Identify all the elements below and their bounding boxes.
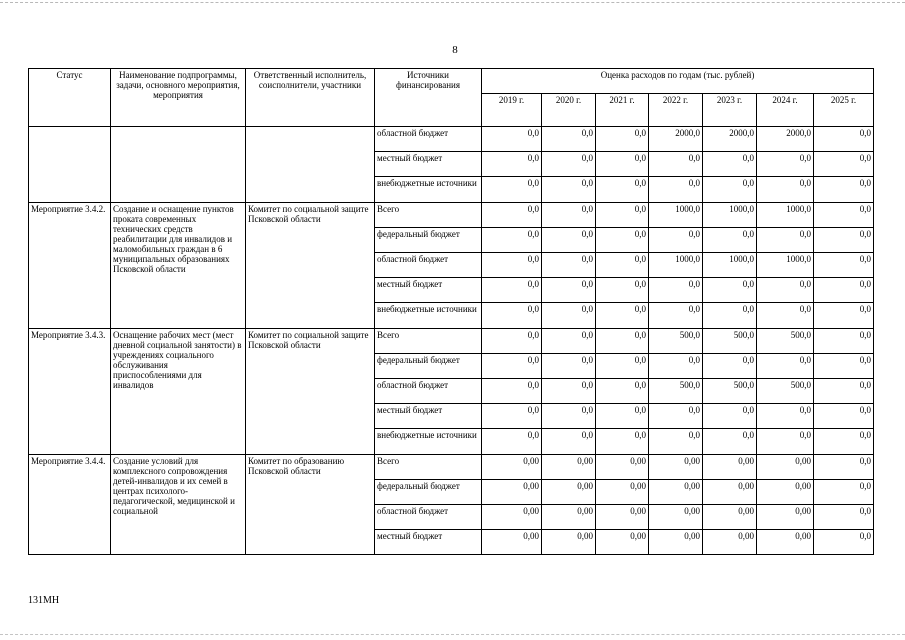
- value-cell: 0,00: [596, 530, 649, 555]
- value-cell: 0,00: [542, 530, 596, 555]
- value-cell: 0,0: [482, 253, 542, 278]
- value-cell: 0,0: [703, 354, 757, 379]
- value-cell: 0,00: [596, 455, 649, 480]
- executor-cell: Комитет по образованию Псковской области: [246, 455, 375, 555]
- value-cell: 0,00: [542, 505, 596, 530]
- value-cell: 2000,0: [757, 127, 814, 152]
- value-cell: 0,0: [542, 152, 596, 177]
- status-cell: Мероприятие 3.4.2.: [29, 203, 111, 329]
- value-cell: 0,0: [703, 303, 757, 329]
- value-cell: 0,0: [596, 303, 649, 329]
- value-cell: 0,00: [482, 505, 542, 530]
- value-cell: 1000,0: [757, 253, 814, 278]
- value-cell: 0,0: [814, 455, 874, 480]
- value-cell: 0,0: [482, 379, 542, 404]
- value-cell: 0,00: [482, 455, 542, 480]
- header-year: 2023 г.: [703, 94, 757, 127]
- value-cell: 0,00: [757, 505, 814, 530]
- value-cell: 0,0: [814, 228, 874, 253]
- name-cell: Оснащение рабочих мест (мест дневной социальной занятости) в учреждениях социального обслуживания приспособлениями для инвалидов: [111, 329, 246, 455]
- value-cell: 0,0: [542, 177, 596, 203]
- value-cell: 0,0: [542, 379, 596, 404]
- value-cell: 0,00: [649, 530, 703, 555]
- name-cell: Создание и оснащение пунктов проката современных технических средств реабилитации для инвалидов и маломобильных граждан в 6 муниципальных образованиях Псковской области: [111, 203, 246, 329]
- value-cell: 500,0: [757, 329, 814, 354]
- value-cell: 0,0: [814, 253, 874, 278]
- value-cell: 0,0: [757, 177, 814, 203]
- value-cell: 0,0: [596, 177, 649, 203]
- value-cell: 0,00: [757, 455, 814, 480]
- page-number: 8: [452, 44, 458, 56]
- value-cell: 0,00: [542, 455, 596, 480]
- source-cell: внебюджетные источники: [375, 303, 482, 329]
- value-cell: 0,0: [814, 354, 874, 379]
- value-cell: 0,00: [757, 530, 814, 555]
- value-cell: 1000,0: [703, 203, 757, 228]
- value-cell: 0,0: [542, 404, 596, 429]
- source-cell: федеральный бюджет: [375, 480, 482, 505]
- source-cell: областной бюджет: [375, 253, 482, 278]
- source-cell: областной бюджет: [375, 127, 482, 152]
- value-cell: 0,0: [542, 429, 596, 455]
- value-cell: 0,0: [542, 127, 596, 152]
- value-cell: 1000,0: [757, 203, 814, 228]
- value-cell: 0,0: [596, 429, 649, 455]
- source-cell: областной бюджет: [375, 505, 482, 530]
- value-cell: 0,0: [703, 404, 757, 429]
- header-sources: Источники финансирования: [375, 69, 482, 127]
- value-cell: 0,00: [596, 480, 649, 505]
- value-cell: 500,0: [649, 379, 703, 404]
- value-cell: 0,0: [757, 354, 814, 379]
- value-cell: 0,0: [757, 429, 814, 455]
- value-cell: 0,0: [757, 303, 814, 329]
- header-year: 2019 г.: [482, 94, 542, 127]
- value-cell: 0,0: [814, 203, 874, 228]
- value-cell: 0,0: [649, 278, 703, 303]
- source-cell: Всего: [375, 329, 482, 354]
- value-cell: 0,0: [814, 379, 874, 404]
- source-cell: Всего: [375, 203, 482, 228]
- value-cell: 0,0: [542, 329, 596, 354]
- value-cell: 0,0: [542, 303, 596, 329]
- value-cell: 0,0: [703, 429, 757, 455]
- value-cell: 0,0: [649, 177, 703, 203]
- value-cell: 0,0: [482, 152, 542, 177]
- value-cell: 0,0: [482, 429, 542, 455]
- value-cell: 1000,0: [649, 253, 703, 278]
- value-cell: 500,0: [757, 379, 814, 404]
- value-cell: 0,0: [757, 152, 814, 177]
- value-cell: 0,0: [542, 203, 596, 228]
- header-year: 2024 г.: [757, 94, 814, 127]
- table-body: [29, 127, 874, 555]
- value-cell: 0,0: [757, 404, 814, 429]
- value-cell: 0,0: [814, 480, 874, 505]
- header-year: 2022 г.: [649, 94, 703, 127]
- scan-edge-top: [0, 2, 905, 3]
- value-cell: 0,0: [542, 228, 596, 253]
- source-cell: федеральный бюджет: [375, 354, 482, 379]
- value-cell: 0,0: [482, 329, 542, 354]
- value-cell: 0,0: [482, 177, 542, 203]
- source-cell: Всего: [375, 455, 482, 480]
- table-row: [29, 203, 874, 228]
- value-cell: 0,0: [814, 505, 874, 530]
- value-cell: 0,0: [482, 278, 542, 303]
- value-cell: 0,0: [482, 228, 542, 253]
- value-cell: 0,0: [596, 379, 649, 404]
- executor-cell: [246, 127, 375, 203]
- value-cell: 0,00: [542, 480, 596, 505]
- name-cell: [111, 127, 246, 203]
- value-cell: 0,0: [703, 278, 757, 303]
- value-cell: 0,00: [703, 455, 757, 480]
- value-cell: 0,00: [649, 505, 703, 530]
- value-cell: 0,0: [482, 404, 542, 429]
- source-cell: внебюджетные источники: [375, 177, 482, 203]
- value-cell: 0,0: [814, 278, 874, 303]
- header-years-group: Оценка расходов по годам (тыс. рублей): [482, 69, 874, 94]
- scan-edge-bottom: [0, 634, 905, 635]
- value-cell: 2000,0: [649, 127, 703, 152]
- value-cell: 0,0: [542, 278, 596, 303]
- value-cell: 0,00: [649, 455, 703, 480]
- source-cell: местный бюджет: [375, 152, 482, 177]
- budget-table: [28, 68, 874, 555]
- value-cell: 0,0: [596, 203, 649, 228]
- value-cell: 0,0: [814, 152, 874, 177]
- table-row: [29, 329, 874, 354]
- value-cell: 0,0: [814, 127, 874, 152]
- header-name: Наименование подпрограммы, задачи, основного мероприятия, мероприятия: [111, 69, 246, 127]
- status-cell: [29, 127, 111, 203]
- status-cell: Мероприятие 3.4.4.: [29, 455, 111, 555]
- value-cell: 500,0: [703, 379, 757, 404]
- executor-cell: Комитет по социальной защите Псковской области: [246, 329, 375, 455]
- value-cell: 0,0: [596, 404, 649, 429]
- value-cell: 0,0: [596, 152, 649, 177]
- value-cell: 0,0: [482, 127, 542, 152]
- value-cell: 500,0: [649, 329, 703, 354]
- value-cell: 0,0: [649, 228, 703, 253]
- table-row: [29, 127, 874, 152]
- value-cell: 0,00: [757, 480, 814, 505]
- value-cell: 0,0: [482, 203, 542, 228]
- source-cell: внебюджетные источники: [375, 429, 482, 455]
- value-cell: 0,0: [757, 278, 814, 303]
- value-cell: 0,0: [814, 329, 874, 354]
- value-cell: 1000,0: [649, 203, 703, 228]
- value-cell: 0,0: [649, 404, 703, 429]
- value-cell: 0,0: [814, 404, 874, 429]
- value-cell: 0,0: [814, 530, 874, 555]
- header-status: Статус: [29, 69, 111, 127]
- header-year: 2020 г.: [542, 94, 596, 127]
- value-cell: 0,0: [596, 354, 649, 379]
- value-cell: 0,0: [649, 429, 703, 455]
- value-cell: 0,0: [596, 127, 649, 152]
- value-cell: 0,0: [649, 354, 703, 379]
- value-cell: 500,0: [703, 329, 757, 354]
- value-cell: 0,00: [649, 480, 703, 505]
- source-cell: местный бюджет: [375, 278, 482, 303]
- value-cell: 2000,0: [703, 127, 757, 152]
- value-cell: 0,00: [703, 505, 757, 530]
- value-cell: 0,00: [703, 480, 757, 505]
- value-cell: 1000,0: [703, 253, 757, 278]
- value-cell: 0,0: [596, 253, 649, 278]
- footer-document-code: 131МН: [28, 595, 60, 606]
- value-cell: 0,0: [703, 228, 757, 253]
- value-cell: 0,0: [703, 152, 757, 177]
- value-cell: 0,0: [596, 329, 649, 354]
- source-cell: федеральный бюджет: [375, 228, 482, 253]
- table-row: [29, 455, 874, 480]
- value-cell: 0,0: [814, 177, 874, 203]
- source-cell: местный бюджет: [375, 404, 482, 429]
- source-cell: областной бюджет: [375, 379, 482, 404]
- value-cell: 0,0: [482, 303, 542, 329]
- value-cell: 0,0: [703, 177, 757, 203]
- source-cell: местный бюджет: [375, 530, 482, 555]
- value-cell: 0,0: [542, 354, 596, 379]
- value-cell: 0,00: [482, 480, 542, 505]
- header-year: 2021 г.: [596, 94, 649, 127]
- value-cell: 0,0: [596, 228, 649, 253]
- value-cell: 0,0: [542, 253, 596, 278]
- name-cell: Создание условий для комплексного сопровождения детей-инвалидов и их семей в центрах психолого-педагогической, медицинской и социальной: [111, 455, 246, 555]
- value-cell: 0,0: [482, 354, 542, 379]
- value-cell: 0,00: [596, 505, 649, 530]
- header-executor: Ответственный исполнитель, соисполнители, участники: [246, 69, 375, 127]
- value-cell: 0,00: [482, 530, 542, 555]
- value-cell: 0,00: [703, 530, 757, 555]
- value-cell: 0,0: [814, 429, 874, 455]
- value-cell: 0,0: [596, 278, 649, 303]
- value-cell: 0,0: [814, 303, 874, 329]
- value-cell: 0,0: [649, 152, 703, 177]
- header-year: 2025 г.: [814, 94, 874, 127]
- executor-cell: Комитет по социальной защите Псковской области: [246, 203, 375, 329]
- value-cell: 0,0: [757, 228, 814, 253]
- value-cell: 0,0: [649, 303, 703, 329]
- status-cell: Мероприятие 3.4.3.: [29, 329, 111, 455]
